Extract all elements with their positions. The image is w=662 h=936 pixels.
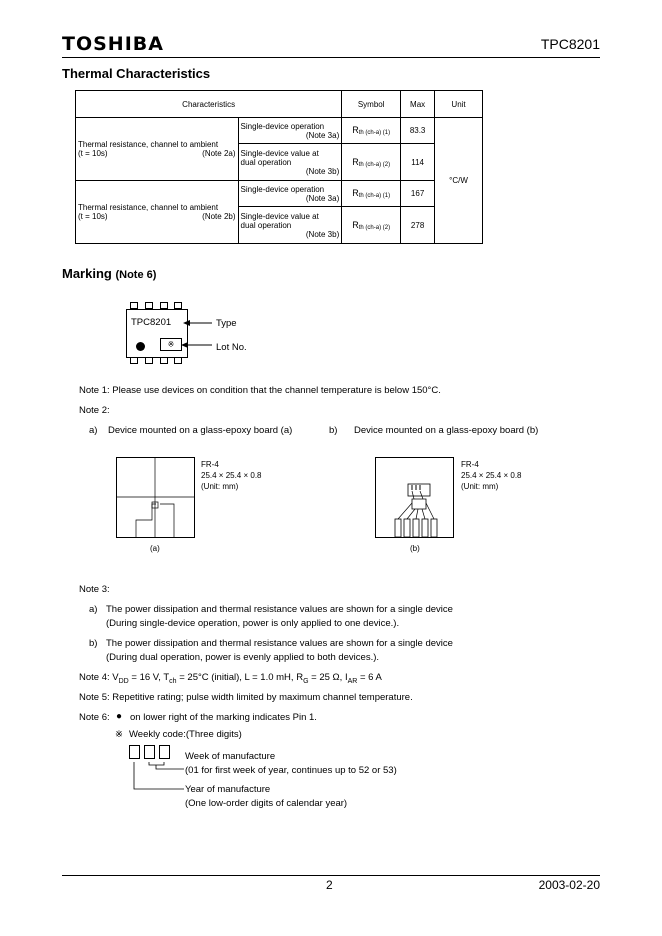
thermal-title: Thermal Characteristics bbox=[62, 66, 211, 81]
board-b-caption: (b) bbox=[410, 544, 420, 553]
group-label: Thermal resistance, channel to ambient (t = 10s) (Note 2a) bbox=[76, 118, 239, 181]
header-max: Max bbox=[401, 91, 435, 118]
board-b-diagram bbox=[375, 457, 455, 539]
week-line2: (01 for first week of year, continues up to 52 or 53) bbox=[185, 765, 397, 776]
year-line2: (One low-order digits of calendar year) bbox=[185, 798, 348, 809]
lot-box: ※ bbox=[160, 338, 182, 351]
pin1-dot-icon bbox=[136, 342, 145, 351]
pin-top-2 bbox=[145, 302, 153, 309]
symbol-cell: Rth (ch-a) (2) bbox=[342, 144, 401, 181]
note-6-text: on lower right of the marking indicates Pin 1. bbox=[130, 712, 317, 723]
note-3b-line2: (During dual operation, power is evenly applied to both devices.). bbox=[106, 652, 380, 663]
pin-bottom-3 bbox=[160, 357, 168, 364]
week-line1: Week of manufacture bbox=[185, 751, 276, 762]
symbol-cell: Rth (ch-a) (1) bbox=[342, 181, 401, 207]
type-label: Type bbox=[216, 318, 237, 329]
board-b-specs: FR-4 25.4 × 25.4 × 0.8 (Unit: mm) bbox=[461, 460, 522, 491]
condition-cell: Single-device value at dual operation (Note 3b) bbox=[238, 144, 342, 181]
pin-top-4 bbox=[174, 302, 182, 309]
lot-label: Lot No. bbox=[216, 342, 247, 353]
note-3b-letter: b) bbox=[89, 638, 98, 649]
condition-cell: Single-device operation (Note 3a) bbox=[238, 118, 342, 144]
weekly-code-label: Weekly code:(Three digits) bbox=[129, 729, 242, 740]
group-label: Thermal resistance, channel to ambient (t = 10s) (Note 2b) bbox=[76, 181, 239, 244]
table-row bbox=[76, 118, 483, 144]
weekly-symbol: ※ bbox=[115, 729, 123, 740]
year-line1: Year of manufacture bbox=[185, 784, 271, 795]
header-symbol: Symbol bbox=[342, 91, 401, 118]
page-number: 2 bbox=[326, 878, 333, 892]
footer-date: 2003-02-20 bbox=[538, 878, 600, 892]
note-3a-line2: (During single-device operation, power is only applied to one device.). bbox=[106, 618, 400, 629]
pin-top-1 bbox=[130, 302, 138, 309]
toshiba-logo: TOSHIBA bbox=[62, 33, 164, 55]
document-id: TPC8201 bbox=[540, 36, 600, 52]
condition-cell: Single-device value at dual operation (Note 3b) bbox=[238, 207, 342, 244]
note-3b-line1: The power dissipation and thermal resistance values are shown for a single device bbox=[106, 638, 453, 649]
pin-bottom-2 bbox=[145, 357, 153, 364]
marking-part-number: TPC8201 bbox=[131, 317, 172, 328]
note-2a: Device mounted on a glass-epoxy board (a) bbox=[108, 425, 293, 436]
marking-arrows bbox=[180, 315, 220, 355]
note-3a-line1: The power dissipation and thermal resistance values are shown for a single device bbox=[106, 604, 453, 615]
max-cell: 278 bbox=[401, 207, 435, 244]
footer-rule bbox=[62, 875, 600, 876]
note-2-heading: Note 2: bbox=[79, 405, 110, 416]
note-2b-letter: b) bbox=[329, 425, 338, 436]
note-6-prefix: Note 6: bbox=[79, 712, 110, 723]
symbol-cell: Rth (ch-a) (2) bbox=[342, 207, 401, 244]
pin-bottom-4 bbox=[174, 357, 182, 364]
thermal-table bbox=[75, 90, 483, 244]
header-unit: Unit bbox=[435, 91, 483, 118]
unit-cell: °C/W bbox=[435, 118, 483, 244]
pin1-dot-symbol-icon: ● bbox=[116, 711, 123, 722]
max-cell: 167 bbox=[401, 181, 435, 207]
weekly-code-diagram bbox=[126, 745, 191, 795]
table-row bbox=[76, 181, 483, 207]
pin-bottom-1 bbox=[130, 357, 138, 364]
note-2a-letter: a) bbox=[89, 425, 98, 436]
max-cell: 114 bbox=[401, 144, 435, 181]
note-5: Note 5: Repetitive rating; pulse width limited by maximum channel temperature. bbox=[79, 692, 413, 703]
note-3-heading: Note 3: bbox=[79, 584, 110, 595]
board-a-diagram bbox=[116, 457, 196, 539]
header-rule bbox=[62, 57, 600, 58]
note-2b: Device mounted on a glass-epoxy board (b) bbox=[354, 425, 539, 436]
symbol-cell: Rth (ch-a) (1) bbox=[342, 118, 401, 144]
table-header-row bbox=[76, 91, 483, 118]
note-3a-letter: a) bbox=[89, 604, 98, 615]
header-characteristics: Characteristics bbox=[76, 91, 342, 118]
marking-title: Marking (Note 6) bbox=[62, 266, 157, 281]
board-a-specs: FR-4 25.4 × 25.4 × 0.8 (Unit: mm) bbox=[201, 460, 262, 491]
note-1: Note 1: Please use devices on condition that the channel temperature is below 150°C. bbox=[79, 385, 441, 396]
pin-top-3 bbox=[160, 302, 168, 309]
board-a-caption: (a) bbox=[150, 544, 160, 553]
max-cell: 83.3 bbox=[401, 118, 435, 144]
condition-cell: Single-device operation (Note 3a) bbox=[238, 181, 342, 207]
note-4: Note 4: $V_{DD} = 16$ V, $T_{ch} = 25^\circ C$ (initial), L = 1.0 mH, $R_G = 25$ Ω, $I_{AR} = 6$ A bbox=[79, 672, 382, 685]
